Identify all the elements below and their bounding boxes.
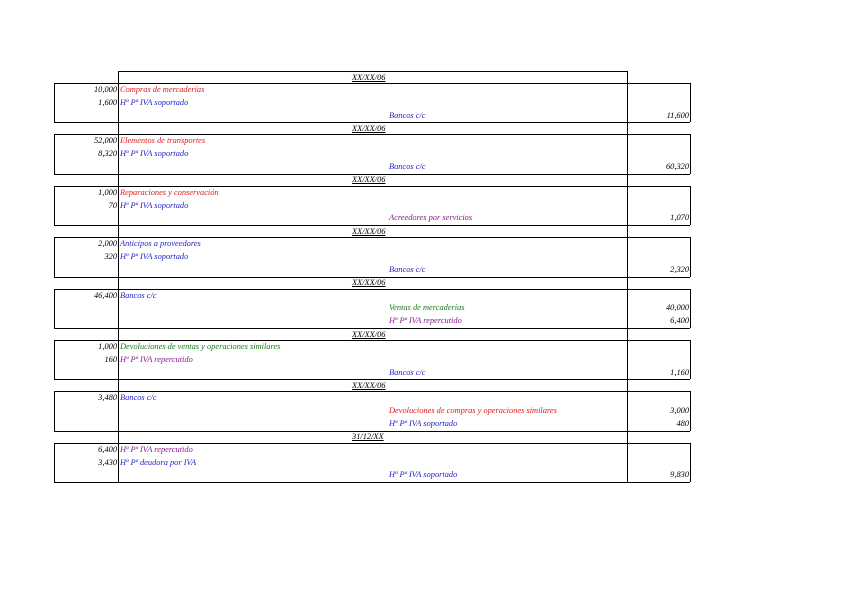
debit-amount: 3,480 xyxy=(98,393,117,403)
entry-rule-right xyxy=(690,186,691,225)
date-rule-right xyxy=(627,225,628,237)
credit-account: Ventas de mercaderías xyxy=(389,303,465,313)
entry-rule-left xyxy=(54,186,55,225)
debit-amount: 70 xyxy=(108,200,117,210)
entry-rule-right xyxy=(690,391,691,430)
entry-rule-right xyxy=(690,289,691,328)
date-rule-left xyxy=(118,122,119,134)
credit-amount: 1,070 xyxy=(670,213,689,223)
entry-rule-left xyxy=(54,391,55,430)
entry-rule-right xyxy=(690,443,691,482)
debit-amount: 1,600 xyxy=(98,97,117,107)
credit-account: Hª Pª IVA soportado xyxy=(389,419,458,428)
credit-account: Devoluciones de compras y operaciones similares xyxy=(389,406,557,416)
debit-account: Elementos de transportes xyxy=(120,136,206,146)
date-rule-right xyxy=(627,71,628,83)
date-rule-left xyxy=(118,431,119,443)
entry-rule-right xyxy=(690,237,691,276)
entry-rule-left xyxy=(54,340,55,379)
entry-date: XX/XX/06 xyxy=(352,329,386,339)
debit-account: Bancos c/c xyxy=(120,290,157,300)
debit-amount: 46,400 xyxy=(93,290,117,300)
entry-date: XX/XX/06 xyxy=(352,278,386,288)
date-rule-right xyxy=(627,174,628,186)
entry-date: XX/XX/06 xyxy=(352,226,386,236)
credit-amount: 11,600 xyxy=(666,110,689,120)
date-rule-right xyxy=(627,379,628,391)
debit-account: Hª Pª IVA soportado xyxy=(120,97,189,107)
debit-account: Hª Pª deudora por IVA xyxy=(120,457,197,467)
entry-rule-left xyxy=(54,443,55,482)
debit-amount: 52,000 xyxy=(93,136,117,146)
entry-rule-bottom xyxy=(54,482,690,483)
entry-rule-debit xyxy=(118,186,119,225)
debit-amount: 6,400 xyxy=(98,444,117,454)
date-rule-right xyxy=(627,122,628,134)
credit-account: Bancos c/c xyxy=(389,367,426,377)
debit-account: Compras de mercaderías xyxy=(120,85,205,94)
entry-rule-left xyxy=(54,134,55,173)
debit-amount: 160 xyxy=(104,354,117,364)
debit-amount: 2,000 xyxy=(98,239,117,249)
entry-date: XX/XX/06 xyxy=(352,123,386,133)
date-rule-right xyxy=(627,277,628,289)
entry-date: XX/XX/06 xyxy=(352,380,386,390)
entry-rule-debit xyxy=(118,340,119,379)
entry-rule-left xyxy=(54,83,55,122)
entry-rule-debit xyxy=(118,289,119,328)
entry-rule-debit xyxy=(118,83,119,122)
entry-rule-right xyxy=(690,83,691,122)
entry-rule-credit xyxy=(627,186,628,225)
entry-date: XX/XX/06 xyxy=(352,175,386,185)
entry-rule-credit xyxy=(627,391,628,430)
date-rule-left xyxy=(118,71,119,83)
credit-amount: 2,320 xyxy=(670,264,689,274)
entry-rule-left xyxy=(54,237,55,276)
date-rule-right xyxy=(627,328,628,340)
entry-rule-credit xyxy=(627,443,628,482)
date-rule-left xyxy=(118,379,119,391)
credit-amount: 60,320 xyxy=(665,162,689,171)
credit-amount: 40,000 xyxy=(665,303,689,313)
debit-account: Hª Pª IVA repercutido xyxy=(120,354,193,364)
credit-amount: 1,160 xyxy=(670,367,689,377)
debit-account: Hª Pª IVA soportado xyxy=(120,252,189,261)
entry-rule-debit xyxy=(118,237,119,276)
date-rule-left xyxy=(118,277,119,289)
entry-rule-debit xyxy=(118,134,119,173)
entry-rule-right xyxy=(690,134,691,173)
entry-rule-credit xyxy=(627,134,628,173)
debit-amount: 3,430 xyxy=(98,457,117,467)
debit-account: Hª Pª IVA soportado xyxy=(120,149,189,159)
entry-date: XX/XX/06 xyxy=(352,72,386,82)
entry-rule-left xyxy=(54,289,55,328)
credit-account: Bancos c/c xyxy=(389,264,426,274)
credit-amount: 9,830 xyxy=(670,470,689,480)
date-rule-left xyxy=(118,225,119,237)
entry-date: 31/12/XX xyxy=(352,432,384,442)
entry-rule-credit xyxy=(627,289,628,328)
credit-amount: 480 xyxy=(676,419,689,428)
debit-amount: 1,000 xyxy=(98,342,117,351)
entry-rule-debit xyxy=(118,443,119,482)
debit-account: Devoluciones de ventas y operaciones similares xyxy=(120,342,281,351)
debit-account: Hª Pª IVA soportado xyxy=(120,200,189,210)
credit-amount: 6,400 xyxy=(670,316,689,326)
entry-rule-debit xyxy=(118,391,119,430)
credit-amount: 3,000 xyxy=(670,406,689,416)
entry-rule-right xyxy=(690,340,691,379)
entry-rule-credit xyxy=(627,237,628,276)
date-rule-left xyxy=(118,174,119,186)
credit-account: Hª Pª IVA repercutido xyxy=(389,316,462,326)
credit-account: Hª Pª IVA soportado xyxy=(389,470,458,480)
debit-amount: 1,000 xyxy=(98,187,117,197)
debit-account: Anticipos a proveedores xyxy=(120,239,201,249)
date-rule-right xyxy=(627,431,628,443)
credit-account: Acreedores por servicios xyxy=(389,213,473,223)
debit-account: Hª Pª IVA repercutido xyxy=(120,444,193,454)
debit-account: Reparaciones y conservación xyxy=(120,187,219,197)
date-rule-left xyxy=(118,328,119,340)
entry-rule-credit xyxy=(627,340,628,379)
debit-account: Bancos c/c xyxy=(120,393,157,403)
debit-amount: 10,000 xyxy=(93,85,117,94)
entry-rule-credit xyxy=(627,83,628,122)
credit-account: Bancos c/c xyxy=(389,162,426,171)
credit-account: Bancos c/c xyxy=(389,110,426,120)
debit-amount: 8,320 xyxy=(98,149,117,159)
debit-amount: 320 xyxy=(104,252,117,261)
